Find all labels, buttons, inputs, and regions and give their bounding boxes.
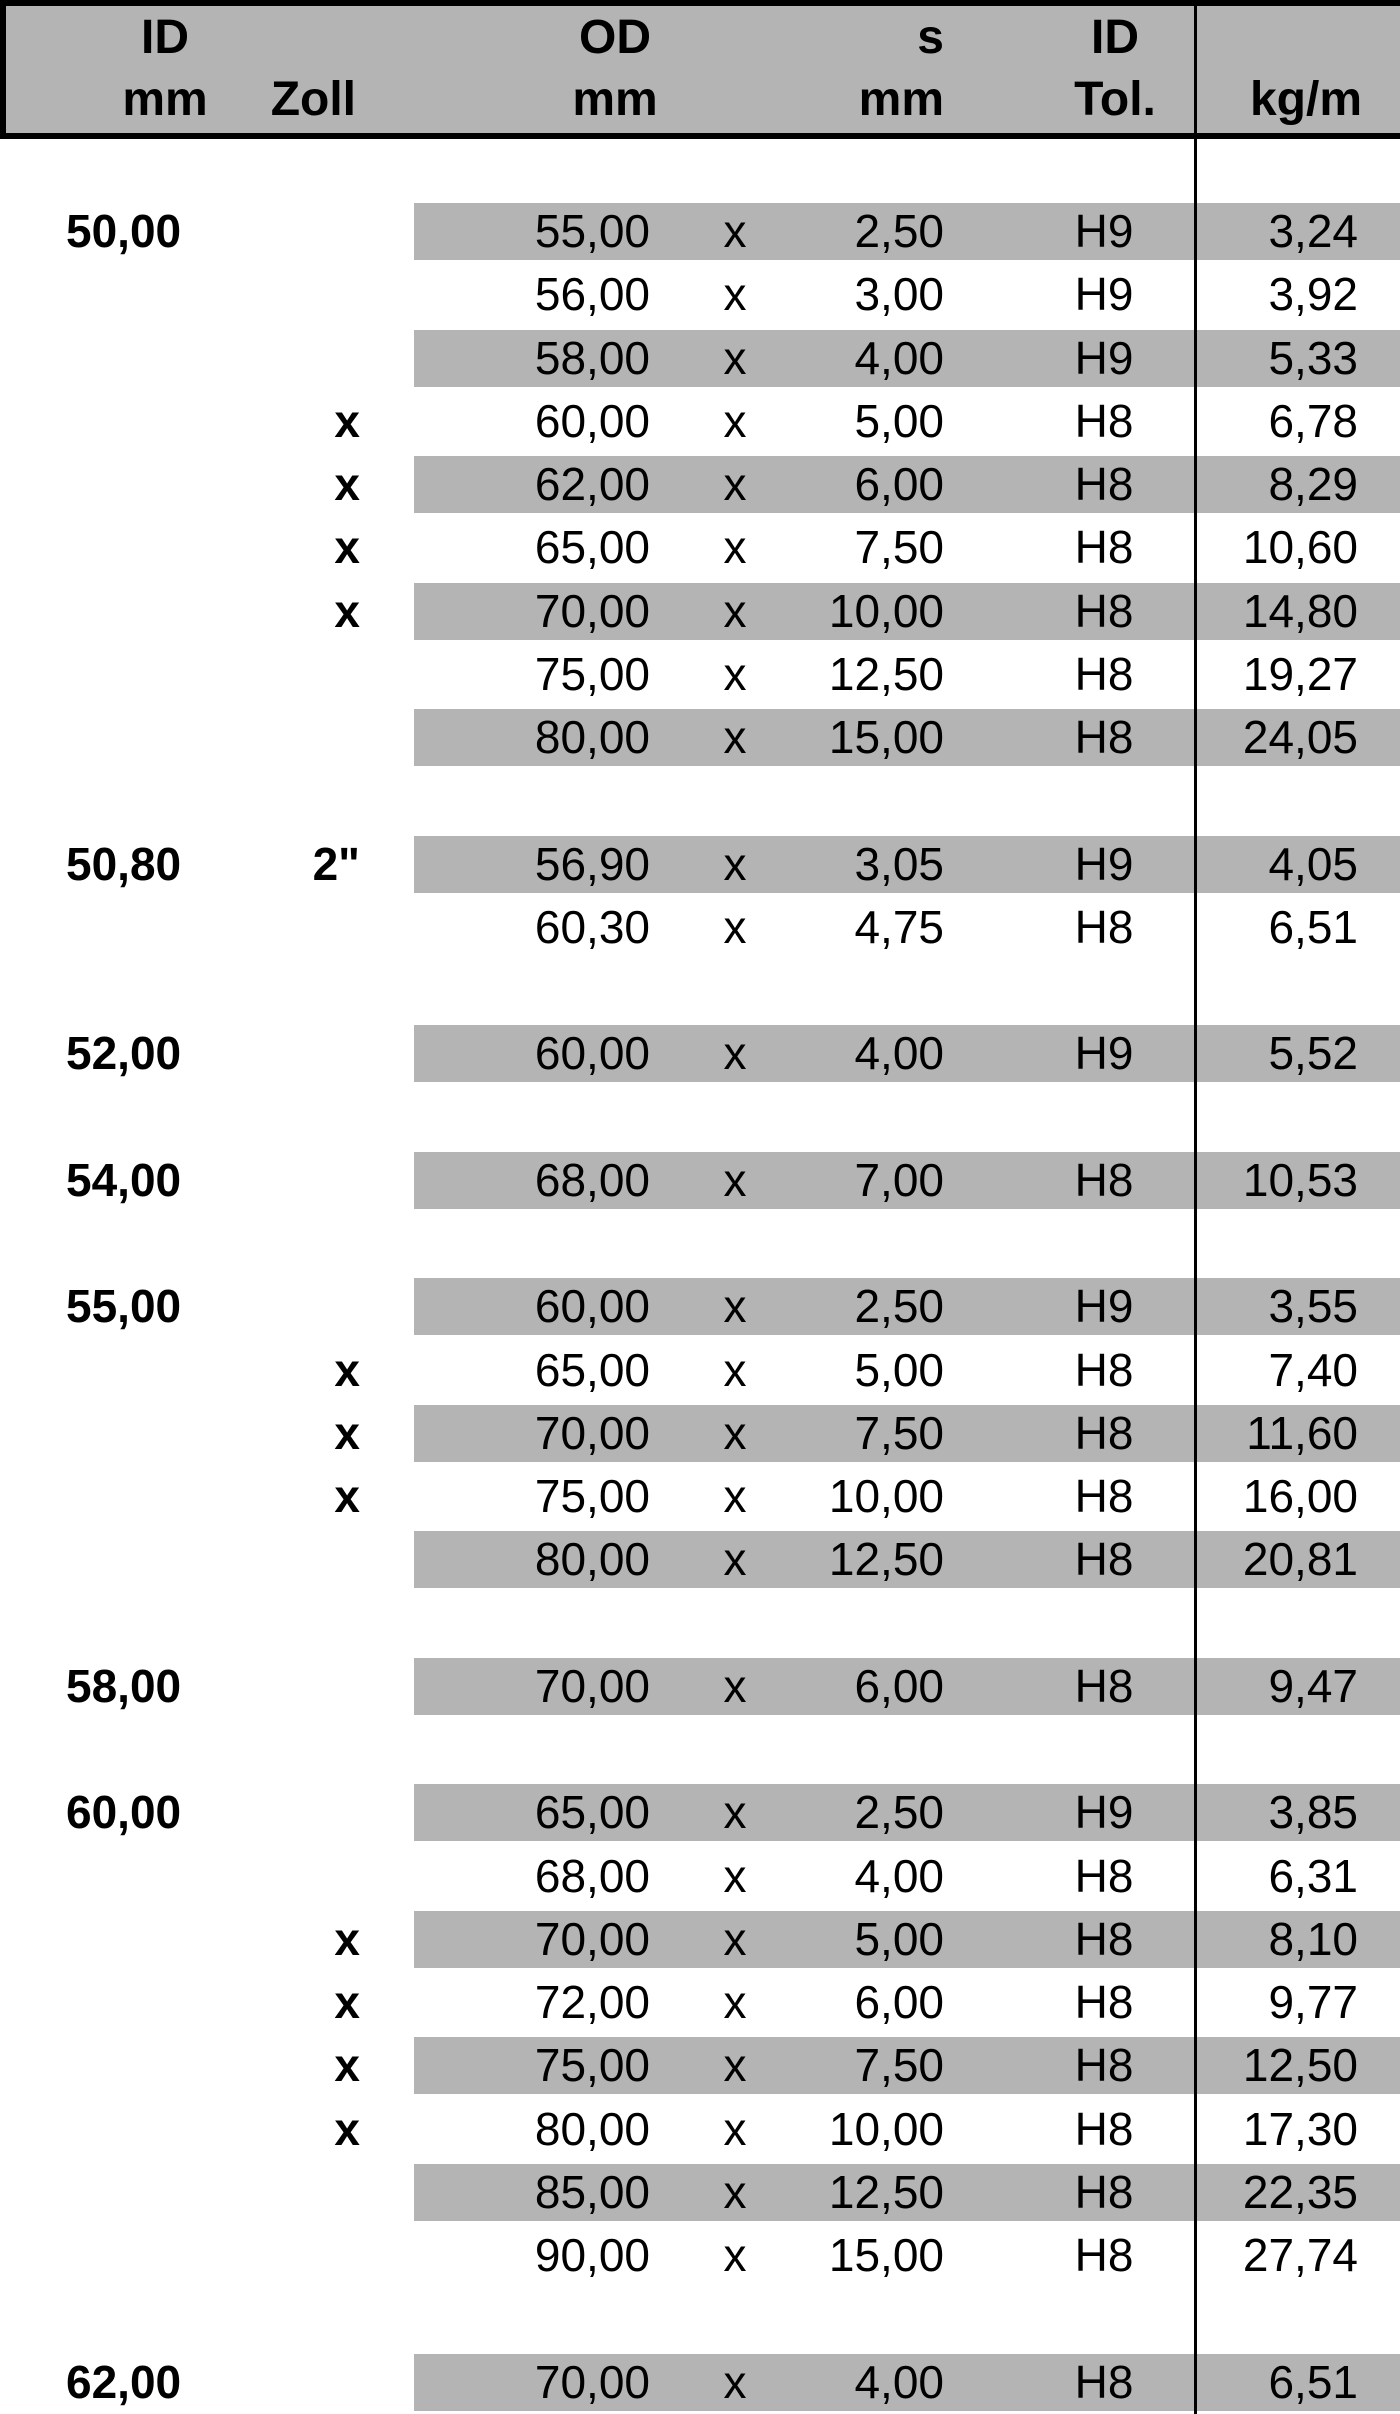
cell-x: x <box>723 1976 747 2028</box>
cell-zoll <box>240 1845 360 1908</box>
cell-id <box>66 1465 196 1528</box>
cell-x: x <box>723 900 747 953</box>
cell-kg: 8,10 <box>1268 1912 1358 1965</box>
cell-s: 4,75 <box>854 900 944 953</box>
cell-x: x <box>723 2355 747 2408</box>
header-od-line2: mm <box>572 73 658 126</box>
cell-zoll: x <box>334 1912 360 1965</box>
cell-od: 68,00 <box>534 1849 650 1902</box>
table-row <box>0 1149 1400 1212</box>
table-row <box>0 2161 1400 2224</box>
cell-tol: H8 <box>1074 711 1134 763</box>
cell-zoll: x <box>334 1976 360 2028</box>
cell-s: 7,00 <box>854 1153 944 1206</box>
cell-s: 7,50 <box>854 2039 944 2092</box>
cell-id <box>66 2161 196 2224</box>
cell-kg: 10,53 <box>1242 1153 1358 1206</box>
cell-tol: H8 <box>1074 394 1134 447</box>
cell-tol: H8 <box>1074 647 1134 700</box>
header-tol-line1: ID <box>1091 11 1139 64</box>
cell-tol: H8 <box>1074 1406 1134 1459</box>
cell-id: 52,00 <box>66 1027 182 1080</box>
cell-kg: 7,40 <box>1268 1343 1358 1396</box>
cell-zoll: x <box>334 2102 360 2155</box>
cell-kg: 20,81 <box>1242 1533 1358 1586</box>
header-s-line2: mm <box>858 73 944 126</box>
cell-od: 85,00 <box>534 2165 650 2218</box>
cell-zoll <box>240 1022 360 1085</box>
cell-s: 2,50 <box>854 205 944 257</box>
cell-s: 10,00 <box>828 584 944 637</box>
cell-od: 65,00 <box>534 1343 650 1396</box>
cell-id <box>66 1528 196 1591</box>
cell-od: 75,00 <box>534 2039 650 2092</box>
table-row <box>0 833 1400 896</box>
cell-x: x <box>723 2165 747 2218</box>
cell-x: x <box>723 521 747 574</box>
cell-kg: 9,47 <box>1268 1659 1358 1712</box>
cell-od: 80,00 <box>534 1533 650 1586</box>
cell-x: x <box>723 1659 747 1712</box>
cell-od: 75,00 <box>534 647 650 700</box>
cell-s: 2,50 <box>854 1280 944 1333</box>
header-od-line1: OD <box>579 11 651 64</box>
cell-kg: 14,80 <box>1242 584 1358 637</box>
cell-kg: 12,50 <box>1242 2039 1358 2092</box>
cell-od: 60,00 <box>534 1027 650 1080</box>
cell-id <box>66 580 196 643</box>
header-kg-line2: kg/m <box>1249 73 1362 126</box>
table-row <box>0 327 1400 390</box>
table-row <box>0 516 1400 579</box>
cell-id <box>66 390 196 453</box>
cell-id <box>66 516 196 579</box>
cell-id: 50,00 <box>66 205 182 257</box>
table-row <box>0 2224 1400 2287</box>
cell-x: x <box>723 647 747 700</box>
table-row <box>0 643 1400 706</box>
cell-zoll: x <box>334 1343 360 1396</box>
cell-s: 5,00 <box>854 1343 944 1396</box>
cell-s: 4,00 <box>854 1027 944 1080</box>
table-row <box>0 2098 1400 2161</box>
cell-tol: H8 <box>1074 2355 1134 2408</box>
cell-od: 70,00 <box>534 584 650 637</box>
cell-x: x <box>723 1912 747 1965</box>
cell-s: 4,00 <box>854 2355 944 2408</box>
cell-id <box>66 263 196 326</box>
cell-zoll: 2" <box>312 837 360 890</box>
cell-tol: H8 <box>1074 1470 1134 1522</box>
table-row <box>0 1845 1400 1908</box>
cell-kg: 4,05 <box>1268 837 1358 890</box>
cell-s: 3,00 <box>854 268 944 321</box>
cell-tol: H8 <box>1074 2102 1134 2155</box>
cell-x: x <box>723 1343 747 1396</box>
cell-s: 6,00 <box>854 458 944 510</box>
cell-id: 54,00 <box>66 1153 182 1206</box>
cell-od: 70,00 <box>534 1912 650 1965</box>
cell-s: 4,00 <box>854 1849 944 1902</box>
cell-s: 7,50 <box>854 1406 944 1459</box>
cell-tol: H9 <box>1074 1280 1134 1333</box>
cell-od: 62,00 <box>534 458 650 510</box>
table-row <box>0 2034 1400 2097</box>
cell-id <box>66 2034 196 2097</box>
cell-zoll <box>240 1781 360 1844</box>
cell-s: 12,50 <box>828 1533 944 1586</box>
cell-s: 6,00 <box>854 1659 944 1712</box>
cell-kg: 3,85 <box>1268 1786 1358 1839</box>
cell-tol: H8 <box>1074 1659 1134 1712</box>
cell-tol: H9 <box>1074 268 1134 321</box>
table-row <box>0 453 1400 516</box>
cell-x: x <box>723 458 747 510</box>
cell-id <box>66 1845 196 1908</box>
cell-s: 10,00 <box>828 1470 944 1522</box>
cell-s: 15,00 <box>828 2229 944 2281</box>
cell-s: 5,00 <box>854 1912 944 1965</box>
cell-kg: 9,77 <box>1268 1976 1358 2028</box>
cell-tol: H9 <box>1074 331 1134 384</box>
header-id-line1: ID <box>141 11 189 64</box>
cell-x: x <box>723 1533 747 1586</box>
cell-x: x <box>723 711 747 763</box>
cell-x: x <box>723 1027 747 1080</box>
cell-x: x <box>723 1280 747 1333</box>
cell-kg: 5,52 <box>1268 1027 1358 1080</box>
cell-zoll: x <box>334 458 360 510</box>
cell-tol: H9 <box>1074 1027 1134 1080</box>
cell-od: 60,00 <box>534 394 650 447</box>
cell-id: 62,00 <box>66 2355 182 2408</box>
cell-zoll <box>240 643 360 706</box>
cell-x: x <box>723 394 747 447</box>
table-row <box>0 2351 1400 2414</box>
cell-x: x <box>723 268 747 321</box>
cell-zoll <box>240 1655 360 1718</box>
cell-zoll: x <box>334 2039 360 2092</box>
cell-kg: 6,78 <box>1268 394 1358 447</box>
cell-x: x <box>723 2229 747 2281</box>
table-row <box>0 1339 1400 1402</box>
cell-kg: 27,74 <box>1242 2229 1358 2281</box>
cell-id <box>66 706 196 769</box>
header-s-line1: s <box>917 11 944 64</box>
cell-tol: H9 <box>1074 1786 1134 1839</box>
cell-zoll: x <box>334 394 360 447</box>
cell-zoll: x <box>334 1406 360 1459</box>
cell-kg: 19,27 <box>1242 647 1358 700</box>
table-row <box>0 1022 1400 1085</box>
cell-tol: H8 <box>1074 2229 1134 2281</box>
cell-id <box>66 1339 196 1402</box>
cell-kg: 3,55 <box>1268 1280 1358 1333</box>
cell-id <box>66 1908 196 1971</box>
cell-tol: H8 <box>1074 458 1134 510</box>
cell-s: 12,50 <box>828 2165 944 2218</box>
cell-id <box>66 2098 196 2161</box>
cell-s: 12,50 <box>828 647 944 700</box>
cell-od: 75,00 <box>534 1470 650 1522</box>
cell-id <box>66 2224 196 2287</box>
cell-id: 58,00 <box>66 1659 182 1712</box>
cell-tol: H8 <box>1074 2165 1134 2218</box>
cell-od: 65,00 <box>534 1786 650 1839</box>
cell-zoll <box>240 263 360 326</box>
cell-tol: H8 <box>1074 2039 1134 2092</box>
cell-od: 58,00 <box>534 331 650 384</box>
cell-zoll: x <box>334 521 360 574</box>
table-row <box>0 580 1400 643</box>
cell-id <box>66 1402 196 1465</box>
cell-tol: H8 <box>1074 1153 1134 1206</box>
header-zoll-line2: Zoll <box>270 73 356 126</box>
cell-id: 50,80 <box>66 837 182 890</box>
cell-x: x <box>723 205 747 257</box>
cell-id: 55,00 <box>66 1280 182 1333</box>
cell-s: 5,00 <box>854 394 944 447</box>
table-row <box>0 1465 1400 1528</box>
cell-kg: 17,30 <box>1242 2102 1358 2155</box>
cell-od: 70,00 <box>534 2355 650 2408</box>
cell-kg: 24,05 <box>1242 711 1358 763</box>
cell-kg: 10,60 <box>1242 521 1358 574</box>
cell-x: x <box>723 1786 747 1839</box>
cell-kg: 6,31 <box>1268 1849 1358 1902</box>
cell-id: 60,00 <box>66 1786 182 1839</box>
table-row <box>0 1275 1400 1338</box>
cell-zoll: x <box>334 1470 360 1522</box>
cell-zoll <box>240 896 360 959</box>
cell-s: 4,00 <box>854 331 944 384</box>
cell-tol: H8 <box>1074 521 1134 574</box>
cell-od: 80,00 <box>534 711 650 763</box>
cell-kg: 6,51 <box>1268 2355 1358 2408</box>
cell-kg: 22,35 <box>1242 2165 1358 2218</box>
cell-kg: 5,33 <box>1268 331 1358 384</box>
cell-tol: H8 <box>1074 1343 1134 1396</box>
table-row <box>0 706 1400 769</box>
cell-x: x <box>723 1153 747 1206</box>
cell-tol: H8 <box>1074 1912 1134 1965</box>
cell-od: 60,00 <box>534 1280 650 1333</box>
cell-s: 2,50 <box>854 1786 944 1839</box>
table-row <box>0 896 1400 959</box>
cell-zoll <box>240 2161 360 2224</box>
table-row <box>0 1971 1400 2034</box>
cell-od: 56,00 <box>534 268 650 321</box>
cell-x: x <box>723 1849 747 1902</box>
cell-tol: H9 <box>1074 837 1134 890</box>
cell-id <box>66 453 196 516</box>
cell-id <box>66 327 196 390</box>
cell-tol: H8 <box>1074 900 1134 953</box>
cell-x: x <box>723 331 747 384</box>
cell-tol: H8 <box>1074 584 1134 637</box>
cell-s: 7,50 <box>854 521 944 574</box>
cell-od: 80,00 <box>534 2102 650 2155</box>
cell-kg: 11,60 <box>1246 1406 1358 1459</box>
column-divider <box>1194 0 1197 2414</box>
cell-zoll <box>240 1149 360 1212</box>
cell-zoll <box>240 1528 360 1591</box>
cell-x: x <box>723 1406 747 1459</box>
cell-s: 15,00 <box>828 711 944 763</box>
header-tol-line2: Tol. <box>1074 73 1156 126</box>
cell-kg: 3,92 <box>1268 268 1358 321</box>
cell-kg: 16,00 <box>1242 1470 1358 1522</box>
cell-zoll <box>240 200 360 263</box>
cell-zoll <box>240 2224 360 2287</box>
cell-zoll <box>240 327 360 390</box>
table-row <box>0 200 1400 263</box>
table-row <box>0 1908 1400 1971</box>
cell-kg: 3,24 <box>1268 205 1358 257</box>
cell-x: x <box>723 837 747 890</box>
cell-s: 6,00 <box>854 1976 944 2028</box>
cell-tol: H8 <box>1074 1849 1134 1902</box>
cell-od: 72,00 <box>534 1976 650 2028</box>
cell-od: 56,90 <box>534 837 650 890</box>
cell-od: 65,00 <box>534 521 650 574</box>
header-id-line2: mm <box>122 73 208 126</box>
cell-tol: H8 <box>1074 1976 1134 2028</box>
cell-od: 90,00 <box>534 2229 650 2281</box>
cell-tol: H8 <box>1074 1533 1134 1586</box>
table-row <box>0 1655 1400 1718</box>
cell-od: 55,00 <box>534 205 650 257</box>
cell-od: 68,00 <box>534 1153 650 1206</box>
cell-tol: H9 <box>1074 205 1134 257</box>
cell-s: 10,00 <box>828 2102 944 2155</box>
cell-x: x <box>723 1470 747 1522</box>
cell-x: x <box>723 2102 747 2155</box>
cell-id <box>66 643 196 706</box>
cell-od: 60,30 <box>534 900 650 953</box>
cell-kg: 6,51 <box>1268 900 1358 953</box>
cell-zoll <box>240 706 360 769</box>
table-row <box>0 390 1400 453</box>
table-row <box>0 1402 1400 1465</box>
table-row <box>0 263 1400 326</box>
table-row <box>0 1528 1400 1591</box>
cell-od: 70,00 <box>534 1659 650 1712</box>
cell-s: 3,05 <box>854 837 944 890</box>
cell-x: x <box>723 584 747 637</box>
cell-zoll <box>240 2351 360 2414</box>
cell-zoll: x <box>334 584 360 637</box>
cell-id <box>66 896 196 959</box>
cell-kg: 8,29 <box>1268 458 1358 510</box>
table-row <box>0 1781 1400 1844</box>
cell-id <box>66 1971 196 2034</box>
cell-x: x <box>723 2039 747 2092</box>
cell-zoll <box>240 1275 360 1338</box>
cell-od: 70,00 <box>534 1406 650 1459</box>
